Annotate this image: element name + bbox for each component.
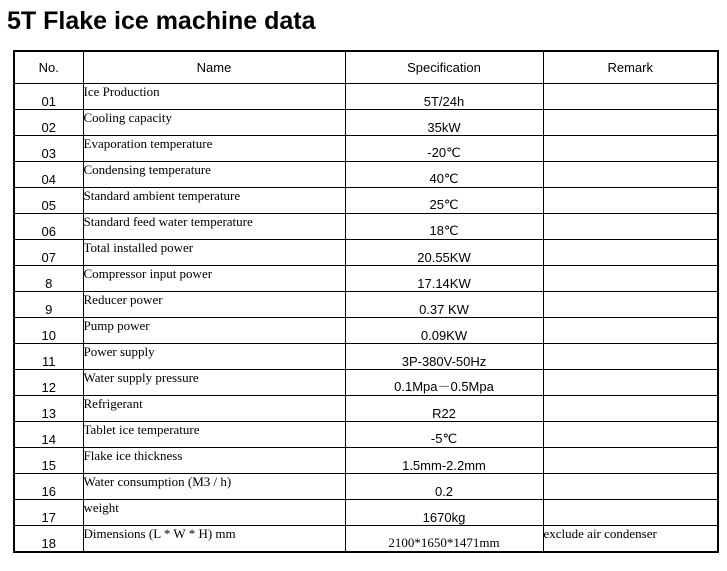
row-remark: exclude air condenser (543, 526, 718, 553)
row-remark (543, 214, 718, 240)
row-no: 17 (14, 500, 83, 526)
page-title: 5T Flake ice machine data (7, 7, 316, 35)
row-remark (543, 344, 718, 370)
row-remark (543, 318, 718, 344)
row-name: Standard feed water temperature (83, 214, 345, 240)
row-name: Water consumption (M3 / h) (83, 474, 345, 500)
row-remark (543, 240, 718, 266)
row-remark (543, 370, 718, 396)
table-row (14, 422, 718, 448)
row-spec: 1670kg (345, 500, 543, 526)
row-no: 03 (14, 136, 83, 162)
row-remark (543, 162, 718, 188)
row-spec: 40℃ (345, 162, 543, 188)
row-remark (543, 84, 718, 110)
row-no: 9 (14, 292, 83, 318)
row-spec: 5T/24h (345, 84, 543, 110)
row-no: 01 (14, 84, 83, 110)
header-specification: Specification (345, 51, 543, 84)
row-remark (543, 448, 718, 474)
row-remark (543, 422, 718, 448)
row-name: Water supply pressure (83, 370, 345, 396)
row-name: Standard ambient temperature (83, 188, 345, 214)
row-spec: 0.09KW (345, 318, 543, 344)
row-name: Ice Production (83, 84, 345, 110)
table-row (14, 370, 718, 396)
row-name: Reducer power (83, 292, 345, 318)
table-row (14, 84, 718, 110)
row-no: 18 (14, 526, 83, 553)
row-no: 06 (14, 214, 83, 240)
row-name: Pump power (83, 318, 345, 344)
header-row (14, 51, 718, 84)
row-spec: 0.1Mpa－0.5Mpa (345, 370, 543, 396)
table-row (14, 396, 718, 422)
table-row (14, 526, 718, 553)
row-spec: 17.14KW (345, 266, 543, 292)
row-remark (543, 292, 718, 318)
table-row (14, 162, 718, 188)
row-remark (543, 266, 718, 292)
table-row (14, 240, 718, 266)
row-no: 16 (14, 474, 83, 500)
row-name: weight (83, 500, 345, 526)
row-name: Refrigerant (83, 396, 345, 422)
row-name: Cooling capacity (83, 110, 345, 136)
row-name: Tablet ice temperature (83, 422, 345, 448)
table-row (14, 214, 718, 240)
row-no: 11 (14, 344, 83, 370)
table-row (14, 292, 718, 318)
row-remark (543, 474, 718, 500)
table-row (14, 318, 718, 344)
row-spec: 25℃ (345, 188, 543, 214)
row-no: 10 (14, 318, 83, 344)
row-no: 14 (14, 422, 83, 448)
row-remark (543, 110, 718, 136)
row-name: Total installed power (83, 240, 345, 266)
row-spec: 1.5mm-2.2mm (345, 448, 543, 474)
row-spec: R22 (345, 396, 543, 422)
row-name: Evaporation temperature (83, 136, 345, 162)
header-no: No. (14, 51, 83, 84)
row-spec: 2100*1650*1471mm (345, 526, 543, 553)
row-name: Flake ice thickness (83, 448, 345, 474)
spec-table (13, 50, 719, 553)
row-remark (543, 136, 718, 162)
table-row (14, 344, 718, 370)
row-spec: 3P-380V-50Hz (345, 344, 543, 370)
table-row (14, 500, 718, 526)
table-row (14, 448, 718, 474)
row-no: 02 (14, 110, 83, 136)
row-name: Condensing temperature (83, 162, 345, 188)
row-spec: 0.37 KW (345, 292, 543, 318)
table-row (14, 188, 718, 214)
row-no: 05 (14, 188, 83, 214)
row-no: 8 (14, 266, 83, 292)
row-remark (543, 396, 718, 422)
row-no: 12 (14, 370, 83, 396)
row-spec: -5℃ (345, 422, 543, 448)
row-name: Dimensions (L * W * H) mm (83, 526, 345, 553)
row-remark (543, 500, 718, 526)
table-row (14, 136, 718, 162)
row-spec: 35kW (345, 110, 543, 136)
row-no: 15 (14, 448, 83, 474)
row-no: 07 (14, 240, 83, 266)
header-name: Name (83, 51, 345, 84)
row-no: 04 (14, 162, 83, 188)
row-spec: -20℃ (345, 136, 543, 162)
row-spec: 20.55KW (345, 240, 543, 266)
row-spec: 18℃ (345, 214, 543, 240)
table-row (14, 110, 718, 136)
table-row (14, 266, 718, 292)
row-spec: 0.2 (345, 474, 543, 500)
row-name: Power supply (83, 344, 345, 370)
header-remark: Remark (543, 51, 718, 84)
row-remark (543, 188, 718, 214)
table-row (14, 474, 718, 500)
row-name: Compressor input power (83, 266, 345, 292)
row-no: 13 (14, 396, 83, 422)
